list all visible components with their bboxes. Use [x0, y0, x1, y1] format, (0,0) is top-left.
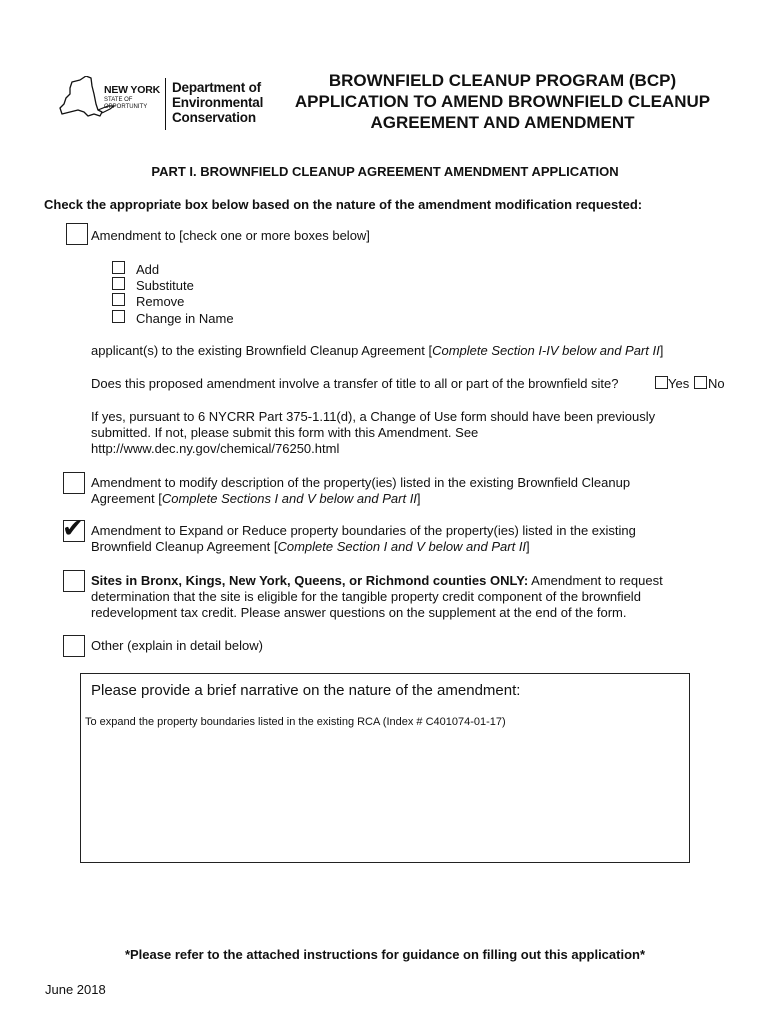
narrative-label: Please provide a brief narrative on the nature of the amendment:	[91, 682, 521, 699]
change-in-name-label: Change in Name	[136, 311, 234, 326]
sites-counties-rest: Amendment to request	[528, 573, 663, 588]
modify-description-line-2	[91, 491, 421, 508]
modify-description-instruction: Complete Sections I and V below and Part II	[161, 491, 417, 506]
title-line-3: AGREEMENT AND AMENDMENT	[370, 113, 635, 132]
sites-counties-checkbox[interactable]	[63, 570, 85, 592]
expand-reduce-line-2	[91, 539, 530, 556]
transfer-question	[91, 376, 619, 393]
title-line-1: BROWNFIELD CLEANUP PROGRAM (BCP)	[328, 71, 677, 90]
amend-to-checkbox[interactable]	[66, 223, 88, 245]
sites-counties-line-3: redevelopment tax credit. Please answer questions on the supplement at the end of the form.	[91, 605, 627, 620]
other-label: Other (explain in detail below)	[91, 638, 263, 653]
substitute-label: Substitute	[136, 278, 194, 293]
applicant-text-suffix: ]	[659, 343, 664, 358]
other-checkbox[interactable]	[63, 635, 85, 657]
logo-state-tagline: STATE OF OPPORTUNITY	[104, 97, 148, 110]
form-date: June 2018	[45, 982, 106, 997]
form-title	[280, 70, 725, 133]
nys-dec-logo	[58, 74, 273, 134]
title-line-2: APPLICATION TO AMEND BROWNFIELD CLEANUP	[294, 92, 711, 111]
expand-reduce-checkbox[interactable]	[62, 514, 85, 544]
instruction-text: Check the appropriate box below based on the nature of the amendment modification requested:	[44, 197, 643, 212]
sites-counties-line-1	[91, 573, 663, 590]
transfer-yes-checkbox[interactable]	[655, 376, 668, 389]
sites-counties-bold: Sites in Bronx, Kings, New York, Queens, or Richmond counties ONLY:	[91, 573, 529, 588]
modify-description-suffix: ]	[416, 491, 421, 506]
add-checkbox[interactable]	[112, 261, 125, 274]
narrative-value: To expand the property boundaries listed in the existing RCA (Index # C401074-01-17)	[85, 716, 506, 728]
add-label: Add	[136, 262, 160, 277]
narrative-textarea[interactable]	[80, 673, 690, 863]
applicant-text-instruction: Complete Section I-IV below and Part II	[432, 343, 660, 358]
part-heading: PART I. BROWNFIELD CLEANUP AGREEMENT AMENDMENT APPLICATION	[151, 164, 619, 179]
expand-reduce-line-1: Amendment to Expand or Reduce property boundaries of the property(ies) listed in the existing	[91, 523, 636, 538]
modify-description-prefix: Agreement [	[91, 491, 162, 506]
remove-checkbox[interactable]	[112, 293, 125, 306]
applicant-text-prefix: applicant(s) to the existing Brownfield Cleanup Agreement [	[91, 343, 433, 358]
checkmark-icon: ✔	[62, 514, 84, 544]
modify-description-checkbox[interactable]	[63, 472, 85, 494]
logo-state-name: NEW YORK	[104, 84, 160, 96]
instructions-note: *Please refer to the attached instructions for guidance on filling out this application*	[124, 947, 646, 962]
expand-reduce-suffix: ]	[526, 539, 530, 554]
expand-reduce-instruction: Complete Section I and V below and Part II	[277, 539, 527, 554]
transfer-no-label: No	[708, 376, 725, 391]
expand-reduce-prefix: Brownfield Cleanup Agreement [	[91, 539, 278, 554]
logo-department-name: Department of Environmental Conservation	[172, 80, 264, 125]
modify-description-line-1: Amendment to modify description of the property(ies) listed in the existing Brownfield Cleanup	[91, 475, 631, 490]
transfer-no-checkbox[interactable]	[694, 376, 707, 389]
change-in-name-checkbox[interactable]	[112, 310, 125, 323]
applicant-text	[91, 343, 663, 360]
if-yes-line-2: submitted. If not, please submit this form with this Amendment. See	[91, 425, 479, 440]
logo-divider	[165, 78, 166, 130]
change-of-use-link[interactable]: http://www.dec.ny.gov/chemical/76250.html	[91, 441, 340, 456]
sites-counties-line-2: determination that the site is eligible for the tangible property credit component of the brownfield	[91, 589, 641, 604]
remove-label: Remove	[136, 294, 185, 309]
substitute-checkbox[interactable]	[112, 277, 125, 290]
transfer-question-text: Does this proposed amendment involve a transfer of title to all or part of the brownfield site?	[91, 376, 619, 391]
if-yes-line-1: If yes, pursuant to 6 NYCRR Part 375-1.11(d), a Change of Use form should have been previously	[91, 409, 656, 424]
amend-to-label: Amendment to [check one or more boxes below]	[91, 228, 370, 243]
transfer-yes-label: Yes	[668, 376, 690, 391]
